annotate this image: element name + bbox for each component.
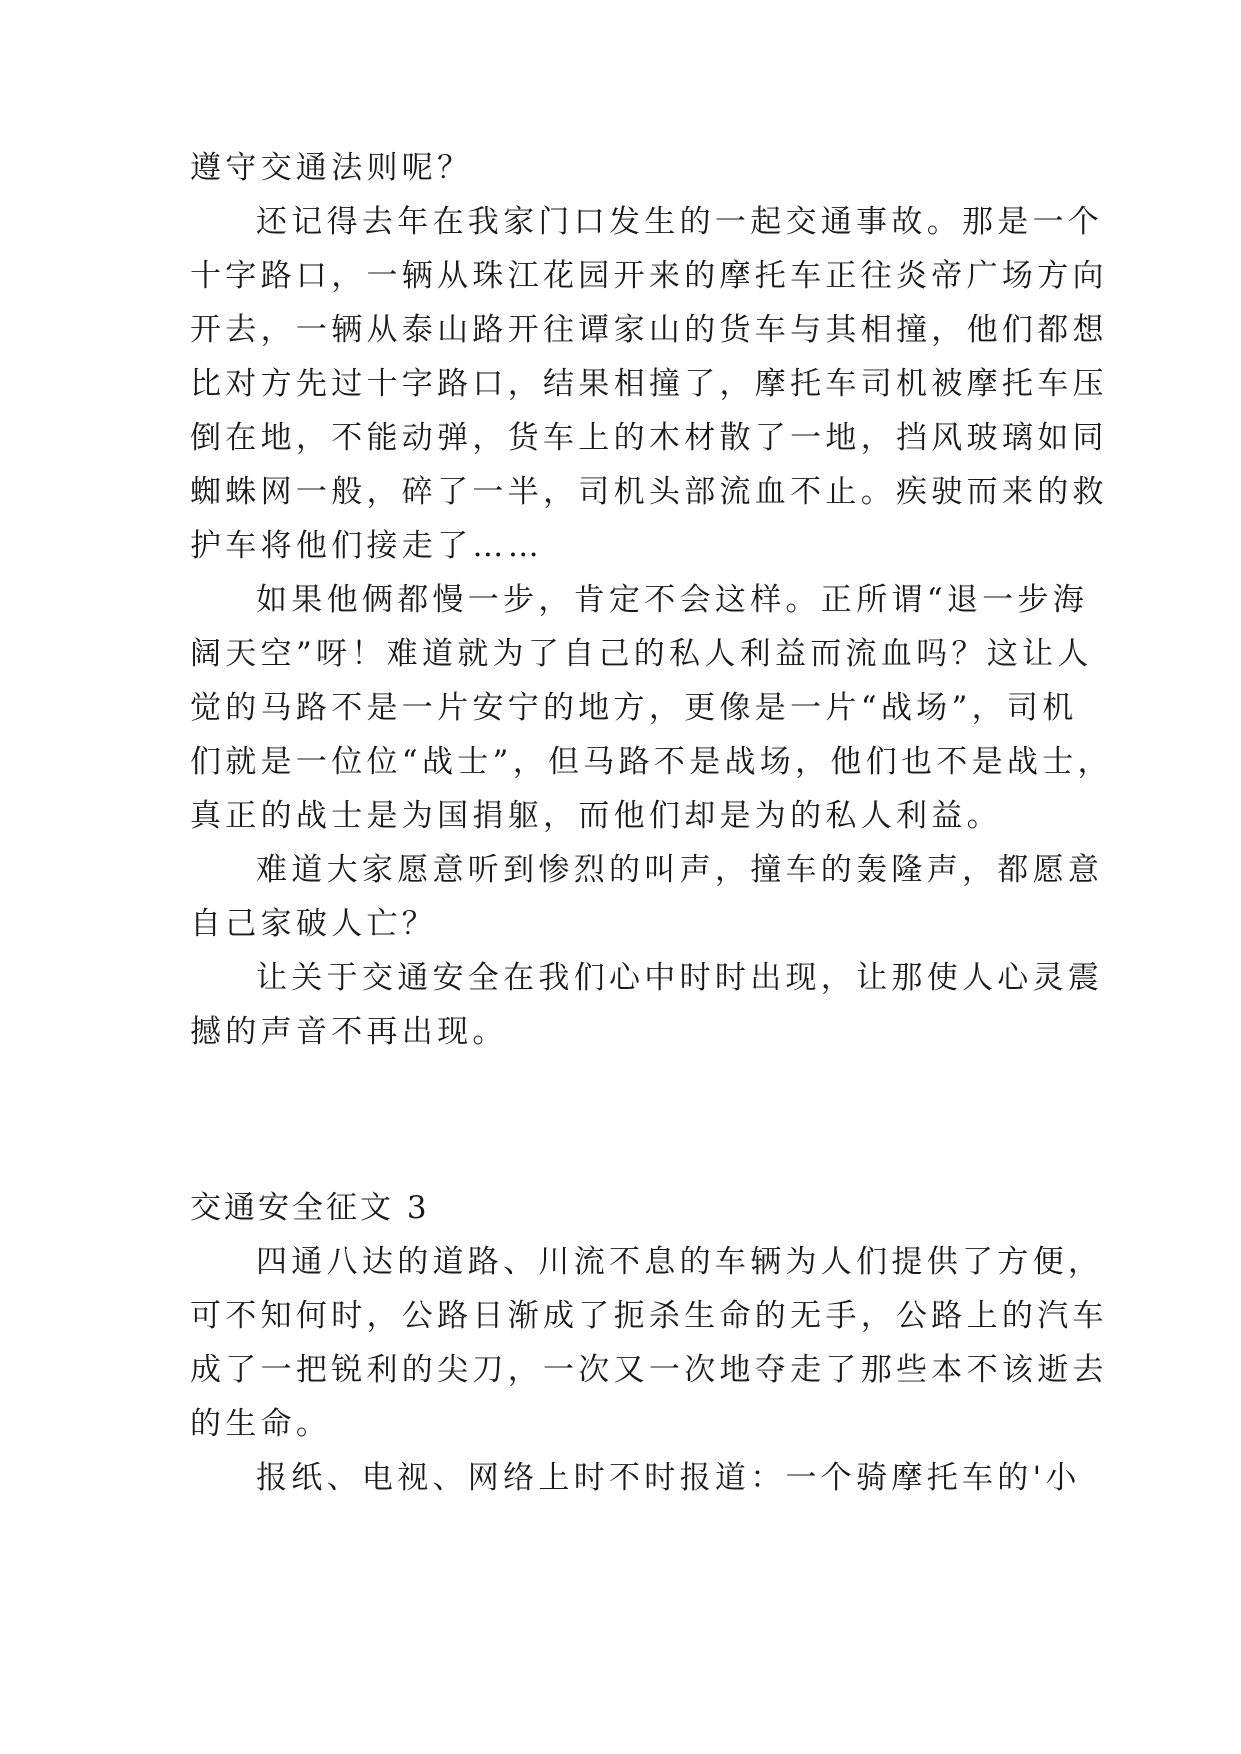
text-line: 倒在地，不能动弹，货车上的木材散了一地，挡风玻璃如同 xyxy=(190,420,1108,456)
text-line: 阔天空”呀！难道就为了自己的私人利益而流血吗？这让人 xyxy=(190,636,1093,672)
text-line: 护车将他们接走了…… xyxy=(190,528,543,564)
text-line: 成了一把锐利的尖刀，一次又一次地夺走了那些本不该逝去 xyxy=(190,1352,1108,1388)
text-line: 可不知何时，公路日渐成了扼杀生命的无手，公路上的汽车 xyxy=(190,1298,1108,1334)
text-line: 让关于交通安全在我们心中时时出现，让那使人心灵震 xyxy=(256,960,1104,996)
text-line: 难道大家愿意听到惨烈的叫声，撞车的轰隆声，都愿意 xyxy=(256,852,1104,888)
text-line: 如果他俩都慢一步，肯定不会这样。正所谓“退一步海 xyxy=(256,582,1089,618)
section-heading: 交通安全征文 3 xyxy=(190,1190,430,1226)
text-line: 撼的声音不再出现。 xyxy=(190,1014,508,1050)
text-line: 真正的战士是为国捐躯，而他们却是为的私人利益。 xyxy=(190,798,1002,834)
text-line: 蜘蛛网一般，碎了一半，司机头部流血不止。疾驶而来的救 xyxy=(190,474,1108,510)
text-line: 的生命。 xyxy=(190,1406,332,1442)
text-line: 遵守交通法则呢？ xyxy=(190,150,473,186)
text-line: 自己家破人亡？ xyxy=(190,906,438,942)
text-line: 比对方先过十字路口，结果相撞了，摩托车司机被摩托车压 xyxy=(190,366,1108,402)
text-line: 开去，一辆从泰山路开往谭家山的货车与其相撞，他们都想 xyxy=(190,312,1108,348)
text-line: 十字路口，一辆从珠江花园开来的摩托车正往炎帝广场方向 xyxy=(190,258,1108,294)
text-line: 四通八达的道路、川流不息的车辆为人们提供了方便， xyxy=(256,1244,1104,1280)
text-line: 报纸、电视、网络上时不时报道：一个骑摩托车的'小 xyxy=(256,1460,1081,1496)
text-line: 觉的马路不是一片安宁的地方，更像是一片“战场”，司机 xyxy=(190,690,1078,726)
text-line: 还记得去年在我家门口发生的一起交通事故。那是一个 xyxy=(256,204,1104,240)
text-line: 们就是一位位“战士”，但马路不是战场，他们也不是战士， xyxy=(190,744,1113,780)
